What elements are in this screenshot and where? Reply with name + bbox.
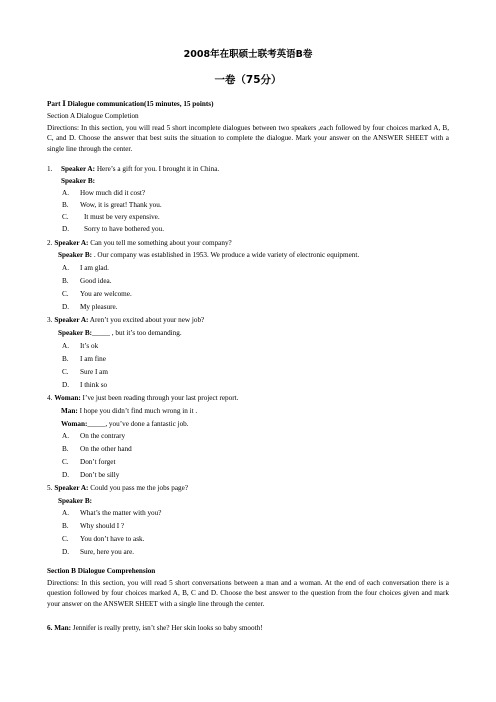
speaker-label: Man: [61, 407, 78, 415]
option-letter: D. [62, 381, 69, 389]
question-response [61, 406, 197, 416]
dialogue-text: Aren’t you excited about your new job? [88, 316, 205, 324]
option-text: It’s ok [80, 342, 99, 350]
page-subtitle: 一卷（75分） [214, 74, 282, 86]
answer-option [62, 547, 134, 557]
speaker-label: 6. Man: [47, 624, 71, 632]
option-text: You don’t have to ask. [80, 535, 145, 543]
option-letter: A. [62, 264, 69, 272]
answer-option [62, 224, 164, 234]
option-letter: A. [62, 189, 69, 197]
question-number: 2. [47, 239, 53, 247]
option-letter: C. [62, 213, 69, 221]
question-response [58, 496, 92, 506]
option-text: Why should I ? [80, 522, 125, 530]
question-number: 3. [47, 316, 53, 324]
question-number: 5. [47, 484, 53, 492]
page-title: 2008年在职硕士联考英语B卷 [183, 49, 313, 60]
option-letter: B. [62, 355, 69, 363]
option-text: Don’t forget [80, 458, 116, 466]
answer-option [62, 188, 145, 198]
speaker-label: Woman: [61, 420, 88, 428]
option-letter: B. [62, 201, 69, 209]
answer-option [62, 276, 112, 286]
speaker-label: Speaker B: [61, 177, 96, 185]
speaker-label: Speaker B: [58, 251, 93, 259]
answer-option [62, 534, 144, 544]
option-letter: D. [62, 303, 69, 311]
speaker-label: Speaker A: [54, 316, 89, 324]
speaker-label: Speaker A: [54, 484, 89, 492]
option-text: Sure, here you are. [80, 548, 135, 556]
option-letter: A. [62, 432, 69, 440]
answer-option [62, 521, 124, 531]
answer-option [62, 431, 125, 441]
option-letter: B. [62, 522, 69, 530]
dialogue-text: _____, you’ve done a fantastic job. [87, 420, 189, 428]
answer-option [62, 263, 109, 273]
option-text: I think so [80, 381, 108, 389]
option-text: I am fine [80, 355, 106, 363]
answer-option [62, 444, 132, 454]
option-text: How much did it cost? [80, 189, 146, 197]
question-number: 1. [47, 165, 53, 173]
answer-option [62, 367, 108, 377]
option-text: Don’t be silly [80, 471, 120, 479]
dialogue-text: Could you pass me the jobs page? [88, 484, 189, 492]
option-letter: A. [62, 342, 69, 350]
question-prompt [47, 238, 232, 248]
answer-option [62, 302, 118, 312]
question-text: Jennifer is really pretty, isn’t she? Her skin looks so baby smooth! [70, 624, 263, 632]
option-letter: B. [62, 445, 69, 453]
question-prompt [47, 393, 238, 403]
dialogue-text: Here’s a gift for you. I brought it in China. [95, 165, 220, 173]
option-letter: B. [62, 277, 69, 285]
answer-option [62, 380, 107, 390]
option-text: On the other hand [80, 445, 132, 453]
section-a-directions: Directions: In this section, you will read 5 short incomplete dialogues between two speakers ,each followed by four choices marked A, B, C, and D. Choose the answer that best suits the situation to complete the dialogue. Mark your answer on the ANSWER SHEET with a single line through the center. [47, 124, 449, 153]
speaker-label: Speaker A: [61, 165, 96, 173]
question-response [61, 419, 189, 429]
option-text: Good idea. [80, 277, 112, 285]
answer-option [62, 354, 106, 364]
speaker-label: Speaker A: [54, 239, 89, 247]
dialogue-text: Can you tell me something about your company? [88, 239, 232, 247]
option-letter: D. [62, 548, 69, 556]
dialogue-text: . Our company was established in 1953. We produce a wide variety of electronic equipment. [92, 251, 360, 259]
option-text: You are welcome. [80, 290, 132, 298]
section-a-heading: Section A Dialogue Completion [47, 112, 139, 120]
dialogue-text: I hope you didn’t find much wrong in it . [77, 407, 198, 415]
option-text: On the contrary [80, 432, 126, 440]
option-letter: A. [62, 509, 69, 517]
question-response [58, 328, 182, 338]
answer-option [62, 508, 161, 518]
question-response [58, 250, 359, 260]
answer-option [62, 289, 132, 299]
speaker-label: Woman: [54, 394, 81, 402]
dialogue-text: _____ , but it’s too demanding. [92, 329, 182, 337]
option-text: My pleasure. [80, 303, 118, 311]
question-number: 4. [47, 394, 53, 402]
answer-option [62, 212, 160, 222]
option-letter: C. [62, 458, 69, 466]
answer-option [62, 470, 119, 480]
question-prompt [47, 315, 204, 325]
option-text: Sorry to have bothered you. [84, 225, 165, 233]
speaker-label: Speaker B: [58, 497, 93, 505]
question-6 [47, 623, 263, 633]
option-text: What’s the matter with you? [80, 509, 162, 517]
option-letter: C. [62, 535, 69, 543]
option-letter: C. [62, 368, 69, 376]
option-text: It must be very expensive. [84, 213, 160, 221]
answer-option [62, 341, 98, 351]
speaker-label: Speaker B: [58, 329, 93, 337]
part-heading: Part Ⅰ Dialogue communication(15 minutes, 15 points) [47, 100, 214, 108]
answer-option [62, 200, 162, 210]
option-text: Sure I am [80, 368, 108, 376]
question-prompt [47, 164, 219, 174]
section-b-heading: Section B Dialogue Comprehension [47, 567, 156, 575]
question-prompt [47, 483, 188, 493]
option-text: Wow, it is great! Thank you. [80, 201, 162, 209]
option-text: I am glad. [80, 264, 109, 272]
question-response [61, 176, 95, 186]
answer-option [62, 457, 115, 467]
option-letter: D. [62, 225, 69, 233]
section-b-directions: Directions: In this section, you will read 5 short conversations between a man and a woman. At the end of each conversation there is a question followed by four choices marked A, B, C and D. Choose the best answer to the question from the four choices given and mark your answer on the ANSWER SHEET with a single line through the center. [47, 579, 449, 608]
option-letter: C. [62, 290, 69, 298]
dialogue-text: I’ve just been reading through your last project report. [80, 394, 239, 402]
option-letter: D. [62, 471, 69, 479]
